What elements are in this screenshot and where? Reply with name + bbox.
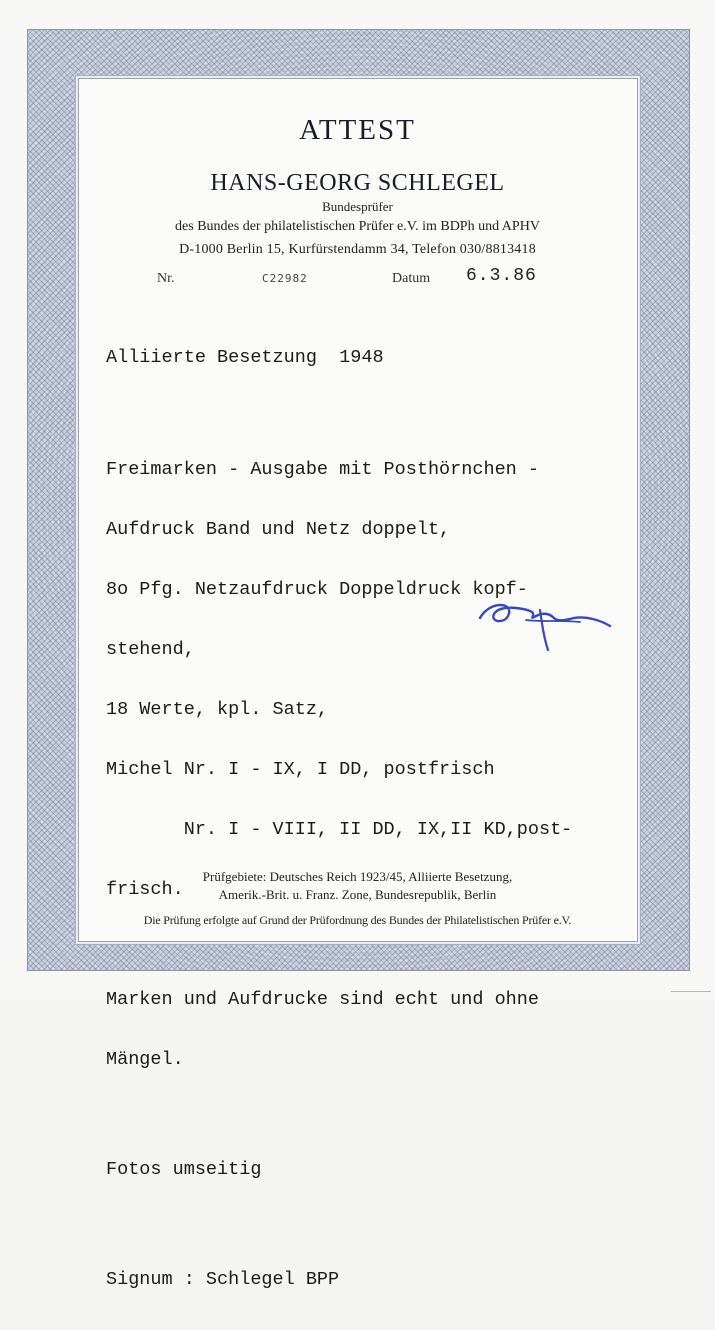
certificate-date: 6.3.86: [466, 266, 537, 286]
certificate-number: C22982: [262, 272, 308, 285]
authenticity-line: Mängel.: [106, 1049, 184, 1070]
corner-mark: [671, 991, 711, 998]
description-line: 8o Pfg. Netzaufdruck Doppeldruck kopf-: [106, 579, 528, 600]
description-line: Aufdruck Band und Netz doppelt,: [106, 519, 451, 540]
date-label: Datum: [392, 271, 431, 286]
address-line: D-1000 Berlin 15, Kurfürstendamm 34, Telefon 030/8813418: [179, 242, 536, 257]
number-label: Nr.: [157, 271, 175, 286]
authenticity-line: Marken und Aufdrucke sind echt und ohne: [106, 989, 539, 1010]
footer-areas-line-1: Prüfgebiete: Deutsches Reich 1923/45, Alliierte Besetzung,: [202, 869, 513, 884]
certificate-title: ATTEST: [299, 114, 416, 146]
description-line: Nr. I - VIII, II DD, IX,II KD,post-: [106, 819, 573, 840]
examiner-role: Bundesprüfer: [322, 199, 393, 214]
issue-line: Alliierte Besetzung 1948: [106, 347, 384, 368]
certificate-body: [106, 308, 636, 1330]
examiner-name: HANS-GEORG SCHLEGEL: [210, 170, 505, 196]
description-line: 18 Werte, kpl. Satz,: [106, 699, 329, 720]
description-line: stehend,: [106, 639, 195, 660]
association-line: des Bundes der philatelistischen Prüfer e.V. im BDPh und APHV: [175, 219, 540, 234]
description-line: Freimarken - Ausgabe mit Posthörnchen -: [106, 459, 539, 480]
photos-note: Fotos umseitig: [106, 1159, 262, 1180]
footer-regulation-line: Die Prüfung erfolgte auf Grund der Prüfordnung des Bundes der Philatelistischen Prüfer e.V.: [143, 913, 572, 927]
description-line: frisch.: [106, 879, 184, 900]
footer-areas-line-2: Amerik.-Brit. u. Franz. Zone, Bundesrepublik, Berlin: [218, 887, 497, 902]
signum-line: Signum : Schlegel BPP: [106, 1269, 340, 1290]
description-line: Michel Nr. I - IX, I DD, postfrisch: [106, 759, 495, 780]
handwritten-signature: [470, 590, 620, 660]
